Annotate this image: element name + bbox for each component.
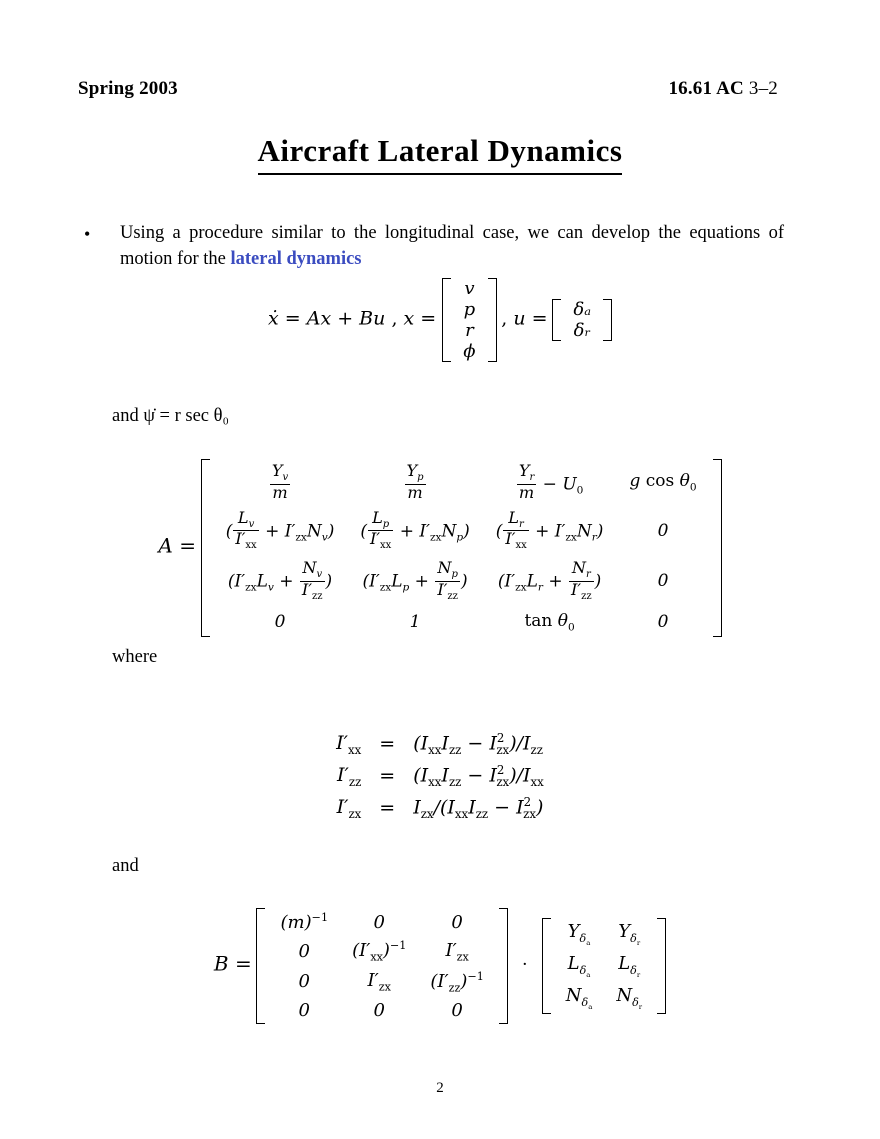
- page-header: [78, 78, 778, 100]
- B-cell-r2c0: 0: [298, 971, 310, 993]
- A-cell-r1c3: 0: [657, 520, 669, 541]
- table-row: [213, 556, 710, 606]
- control-derivative-matrix: [542, 918, 666, 1013]
- psi-equation-line: and ψ̇ = r sec θ₀: [112, 406, 229, 426]
- A-cell-r2c3: 0: [657, 571, 669, 592]
- B-cell-r0c1: 0: [373, 911, 385, 933]
- equation-inertia-definitions: [0, 728, 880, 824]
- state-eq-lhs: ẋ = Ax + Bu , x =: [268, 307, 437, 330]
- control-cell-r0c0: $Y_{\delta_a}$: [567, 921, 591, 948]
- page-title: [0, 133, 880, 169]
- A-cell-r2c2: ($I'_{zx}L_r$ + $\frac{N_r}{I'_{zz}}$ ): [497, 558, 602, 603]
- table-row: [268, 967, 495, 998]
- inertia-eq-0: =: [379, 733, 396, 756]
- control-cell-r2c0: $N_{\delta_a}$: [565, 985, 593, 1011]
- A-cell-r1c2: ( $\frac{L_r}{I'_{xx}}$ + $I'_{zx}N_r$): [495, 507, 604, 552]
- table-row: [554, 918, 654, 950]
- where-label: where: [112, 647, 158, 667]
- table-row: [268, 936, 495, 967]
- page-footer: [0, 1080, 880, 1097]
- header-term-label: Spring 2003: [78, 78, 178, 99]
- bullet-paragraph: [84, 220, 784, 273]
- B-cell-r0c0: $(m)^{-1}$: [280, 911, 329, 933]
- A-matrix-label: A =: [158, 533, 196, 558]
- control-cell-r1c0: $L_{\delta_a}$: [567, 953, 591, 979]
- A-cell-r2c0: ($I'_{zx}L_v$ + $\frac{N_v}{I'_{zz}}$ ): [227, 558, 333, 603]
- B-cell-r0c2: 0: [451, 911, 463, 933]
- B-matrix: [256, 908, 507, 1024]
- control-cell-r0c1: $Y_{\delta_r}$: [618, 921, 641, 948]
- A-cell-r3c1: 1: [409, 611, 421, 632]
- inertia-rhs-0: $(I_{xx}I_{zz} - I^2_{zx})/I_{zz}$: [413, 731, 543, 758]
- input-eq-label: , u =: [501, 307, 548, 330]
- B-cell-r2c1: $I'_{zx}$: [367, 970, 391, 994]
- B-cell-r1c1: $(I'_{xx})^{-1}$: [352, 939, 407, 964]
- B-cell-r3c0: 0: [298, 1000, 310, 1022]
- bullet-text: [120, 220, 784, 273]
- bullet-highlight: lateral dynamics: [230, 249, 362, 270]
- B-cell-r2c2: $(I'_{zz})^{-1}$: [430, 969, 484, 995]
- B-cell-r1c0: 0: [298, 940, 310, 962]
- header-course-label: [668, 78, 778, 100]
- state-vector-cell: ϕ: [463, 341, 476, 362]
- table-row: [332, 728, 548, 760]
- A-cell-r0c2: $\frac{Y_r}{m}$ − $U_0$: [518, 461, 584, 502]
- inertia-lhs-0: $I'_{xx}$: [336, 731, 362, 757]
- control-cell-r1c1: $L_{\delta_r}$: [618, 953, 641, 979]
- A-cell-r3c0: 0: [274, 611, 286, 632]
- multiplication-dot: ·: [521, 954, 528, 976]
- A-cell-r1c0: ( $\frac{L_v}{I'_{xx}}$ + $I'_{zx}N_v$): [225, 507, 335, 552]
- table-row: [554, 982, 654, 1014]
- A-cell-r3c2: $\tan \theta_0$: [524, 610, 575, 634]
- input-vector-matrix: [552, 299, 612, 341]
- inertia-eq-2: =: [379, 797, 396, 820]
- control-cell-r2c1: $N_{\delta_r}$: [616, 985, 643, 1011]
- A-matrix: [201, 459, 722, 637]
- table-row: [213, 506, 710, 556]
- table-row: [332, 760, 548, 792]
- table-row: [268, 908, 495, 936]
- A-cell-r0c1: $\frac{Y_p}{m}$: [406, 461, 424, 502]
- state-vector-cell: r: [465, 320, 474, 341]
- page-number: 2: [436, 1080, 444, 1096]
- inertia-eq-1: =: [379, 765, 396, 788]
- A-cell-r0c3: g $\cos \theta_0$: [629, 471, 697, 494]
- B-matrix-label: B =: [213, 951, 252, 976]
- and-label: and: [112, 856, 139, 876]
- inertia-lhs-1: $I'_{zz}$: [337, 763, 362, 789]
- state-vector-cell: p: [463, 299, 476, 320]
- header-course-code: 16.61 AC: [668, 78, 744, 99]
- inertia-rhs-1: $(I_{xx}I_{zz} - I^2_{zx})/I_{xx}$: [413, 763, 544, 790]
- A-cell-r3c3: 0: [657, 611, 669, 632]
- table-row: [213, 607, 710, 637]
- equation-B-matrix: [0, 908, 880, 1024]
- input-vector-cell: δₐ: [573, 299, 591, 320]
- B-cell-r1c2: $I'_{zx}$: [445, 939, 469, 964]
- table-row: [554, 950, 654, 982]
- B-cell-r3c2: 0: [451, 1000, 463, 1022]
- inertia-rhs-2: $I_{zx}/(I_{xx}I_{zz} - I^2_{zx})$: [413, 795, 544, 822]
- input-vector-cell: δᵣ: [573, 320, 591, 341]
- table-row: [268, 997, 495, 1024]
- table-row: [213, 459, 710, 506]
- B-cell-r3c1: 0: [373, 1000, 385, 1022]
- bullet-marker: •: [84, 224, 91, 244]
- A-cell-r2c1: ($I'_{zx}L_p$ + $\frac{N_p}{I'_{zz}}$ ): [362, 558, 468, 603]
- state-vector-cell: v: [464, 278, 475, 299]
- equation-state-space: [0, 278, 880, 362]
- state-vector-matrix: [442, 278, 496, 362]
- equation-A-matrix: [0, 459, 880, 637]
- page-title-text: Aircraft Lateral Dynamics: [258, 133, 623, 175]
- A-cell-r0c0: $\frac{Y_v}{m}$: [271, 461, 289, 502]
- A-cell-r1c1: ( $\frac{L_p}{I'_{xx}}$ + $I'_{zx}N_p$): [360, 507, 470, 552]
- inertia-lhs-2: $I'_{zx}$: [336, 795, 362, 821]
- table-row: [332, 792, 548, 824]
- header-page-ref: 3–2: [748, 78, 778, 99]
- bullet-text-part1: Using a procedure similar to the longitudinal case, we can develop the equations of motion for the: [120, 223, 784, 270]
